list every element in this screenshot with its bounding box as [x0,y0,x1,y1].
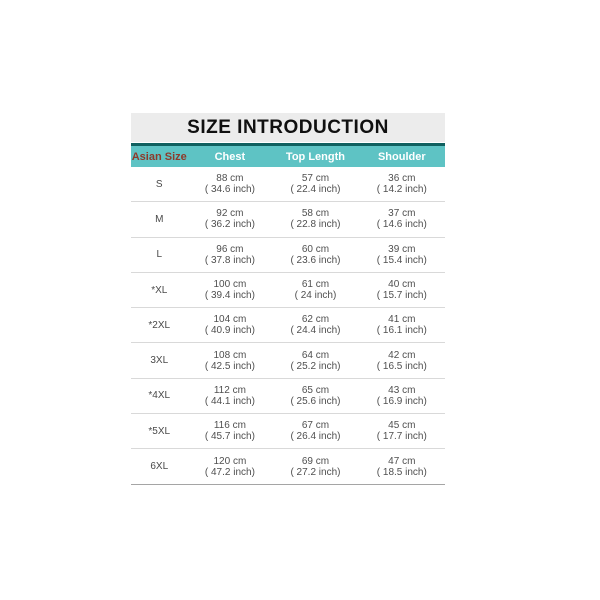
table-row [131,379,445,414]
inch-value: ( 39.4 inch) [204,290,255,302]
shoulder-cell [359,385,445,407]
table-row [131,343,445,378]
table-row [131,167,445,202]
shoulder-cell [359,279,445,301]
chest-cell [188,173,273,195]
chest-cell [188,279,273,301]
shoulder-cell [359,350,445,372]
header-cell-chest: Chest [214,150,246,163]
cm-value: 92 cm [216,208,244,220]
cm-value: 104 cm [213,314,247,326]
cm-value: 62 cm [301,314,330,326]
cm-value: 57 cm [301,173,330,185]
size-cell: M [155,213,164,225]
cm-value: 116 cm [213,420,246,432]
cm-value: 65 cm [301,384,330,396]
cm-value: 36 cm [388,173,416,185]
inch-value: ( 15.7 inch) [376,290,427,302]
chest-cell [188,350,273,372]
shoulder-cell [359,314,445,336]
table-row [131,449,445,484]
cm-value: 41 cm [388,314,416,326]
size-chart-table [131,113,445,485]
cm-value: 64 cm [301,349,330,361]
cm-value: 96 cm [216,243,244,255]
inch-value: ( 25.6 inch) [290,395,341,407]
cm-value: 42 cm [388,349,416,361]
top-length-cell [272,173,358,195]
shoulder-cell [359,208,445,230]
size-cell: S [155,178,163,190]
inch-value: ( 42.5 inch) [204,360,255,372]
cm-value: 37 cm [388,208,416,220]
shoulder-cell [359,456,445,478]
chart-title: SIZE INTRODUCTION [131,113,445,142]
table-row [131,414,445,449]
top-length-cell [272,350,358,372]
size-cell: *2XL [148,319,171,331]
cm-value: 120 cm [213,455,247,467]
chest-cell [188,244,273,266]
top-length-cell [272,420,358,442]
inch-value: ( 18.5 inch) [376,466,427,478]
inch-value: ( 47.2 inch) [204,466,255,478]
chest-cell [188,208,273,230]
inch-value: ( 24 inch) [294,290,337,302]
inch-value: ( 17.7 inch) [376,431,427,443]
header-cell-asian-size: Asian Size [131,150,187,163]
chest-cell [188,385,273,407]
top-length-cell [272,208,358,230]
cm-value: 39 cm [388,243,416,255]
inch-value: ( 16.5 inch) [376,360,427,372]
cm-value: 60 cm [301,243,330,255]
inch-value: ( 16.9 inch) [376,395,427,407]
size-cell: L [156,249,163,261]
top-length-cell [272,244,358,266]
cm-value: 45 cm [388,420,416,432]
top-length-cell [272,385,358,407]
size-cell: *5XL [148,425,171,437]
cm-value: 40 cm [388,279,416,291]
inch-value: ( 37.8 inch) [204,254,255,266]
chest-cell [188,456,273,478]
top-length-cell [272,314,358,336]
inch-value: ( 22.4 inch) [290,184,341,196]
table-body [131,167,445,485]
size-cell: *XL [151,284,168,296]
chest-cell [188,420,273,442]
chest-cell [188,314,273,336]
cm-value: 47 cm [388,455,416,467]
size-cell: 6XL [150,461,169,473]
top-length-cell [272,279,358,301]
table-row [131,238,445,273]
inch-value: ( 40.9 inch) [204,325,255,337]
shoulder-cell [359,420,445,442]
inch-value: ( 14.6 inch) [376,219,427,231]
header-cell-shoulder: Shoulder [377,150,426,163]
inch-value: ( 34.6 inch) [204,184,255,196]
cm-value: 112 cm [213,384,246,396]
inch-value: ( 22.8 inch) [290,219,341,231]
header-cell-top-length: Top Length [285,150,345,163]
inch-value: ( 27.2 inch) [290,466,341,478]
table-row [131,202,445,237]
size-cell: *4XL [148,390,171,402]
inch-value: ( 36.2 inch) [204,219,255,231]
cm-value: 88 cm [216,173,244,185]
shoulder-cell [359,173,445,195]
cm-value: 108 cm [213,349,247,361]
inch-value: ( 16.1 inch) [376,325,427,337]
shoulder-cell [359,244,445,266]
inch-value: ( 14.2 inch) [376,184,427,196]
top-length-cell [272,456,358,478]
inch-value: ( 45.7 inch) [204,431,255,443]
table-row [131,273,445,308]
cm-value: 69 cm [301,455,330,467]
cm-value: 43 cm [388,384,416,396]
inch-value: ( 26.4 inch) [290,431,341,443]
cm-value: 61 cm [301,279,330,291]
table-header-row [131,143,445,167]
inch-value: ( 44.1 inch) [204,395,255,407]
inch-value: ( 15.4 inch) [376,254,427,266]
cm-value: 67 cm [301,420,330,432]
cm-value: 58 cm [301,208,330,220]
cm-value: 100 cm [213,279,247,291]
table-row [131,308,445,343]
size-cell: 3XL [150,355,169,367]
inch-value: ( 23.6 inch) [290,254,341,266]
inch-value: ( 24.4 inch) [290,325,341,337]
inch-value: ( 25.2 inch) [290,360,341,372]
